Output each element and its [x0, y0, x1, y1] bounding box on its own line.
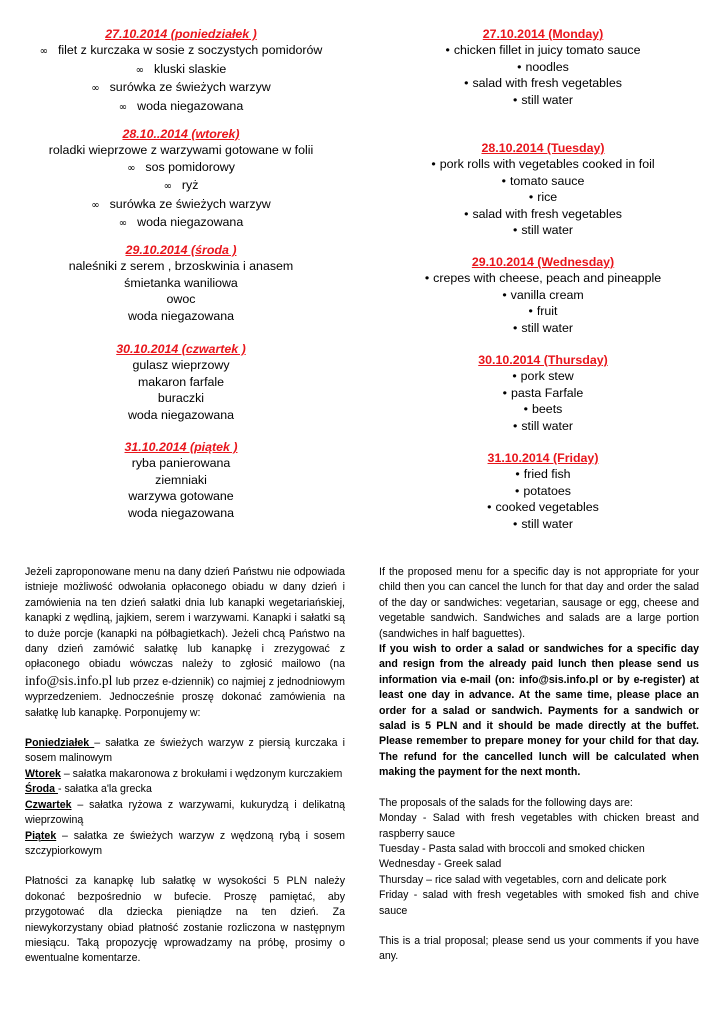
- pl-info-text: [25, 565, 345, 967]
- bullet-icon: •: [487, 500, 492, 515]
- pl-day-monday: [0, 26, 362, 116]
- bullet-icon: •: [515, 483, 520, 498]
- menu-item: naleśniki z serem , brzoskwinia i anasem: [68, 259, 294, 274]
- day-heading: 29.10.2014 (środa ): [125, 243, 237, 257]
- bullet-icon: •: [501, 173, 506, 188]
- menu-item: • crepes with cheese, peach and pineapple: [424, 271, 662, 286]
- menu-item: ∞ ryż: [0, 177, 362, 195]
- infinity-bullet-icon: ∞: [91, 199, 100, 211]
- menu-item: • beets: [523, 402, 563, 417]
- bullet-icon: •: [431, 157, 436, 172]
- bullet-icon: •: [517, 59, 522, 74]
- bullet-icon: •: [528, 190, 534, 205]
- day-heading: 29.10.2014 (Wednesday): [471, 255, 615, 269]
- infinity-bullet-icon: ∞: [163, 181, 172, 193]
- menu-item: • still water: [513, 320, 573, 335]
- menu-item: woda niegazowana: [127, 407, 235, 422]
- menu-item: • vanilla cream: [502, 287, 584, 302]
- pl-day-wednesday: [0, 242, 362, 324]
- menu-item: ∞ sos pomidorowy: [0, 159, 362, 177]
- email-address: info@sis.info.pl: [25, 672, 113, 688]
- salad-day-label: Poniedziałek: [25, 737, 95, 750]
- en-day-tuesday: [362, 140, 724, 238]
- menu-item: gulasz wieprzowy: [132, 358, 230, 373]
- salad-description: – sałatka ryżowa z warzywami, kukurydzą i delikatną wieprzowiną: [25, 798, 345, 827]
- pl-day-tuesday: [0, 126, 362, 232]
- menu-item: • chicken fillet in juicy tomato sauce: [445, 43, 641, 58]
- menu-item: • potatoes: [515, 483, 571, 498]
- menu-item: • noodles: [517, 59, 569, 74]
- day-heading: 30.10.2014 (czwartek ): [116, 342, 246, 356]
- bullet-icon: •: [502, 287, 507, 302]
- menu-item: • cooked vegetables: [487, 500, 599, 515]
- menu-item: • pork stew: [512, 369, 574, 384]
- menu-item: • salad with fresh vegetables: [464, 76, 622, 91]
- menu-item: ∞ surówka ze świeżych warzyw: [0, 79, 362, 97]
- menu-item: • still water: [513, 516, 573, 531]
- bullet-icon: •: [502, 385, 507, 400]
- menu-item: • tomato sauce: [501, 173, 585, 188]
- bullet-icon: •: [513, 320, 518, 335]
- en-day-friday: [362, 450, 724, 532]
- en-order-paragraph: If you wish to order a salad or sandwiches for a specific day and resign from the already paid lunch then please send us information via e-mail (on: info@sis.info.pl or by e-register) at least one day in advance. At the same time, please place an order for a salad or sandwich. Payments for a sandwich or salad is 5 PLN and it should be made directly at the buffet. Please remember to prepare money for your child for that day. The refund for the cancelled lunch will be calculated when making the payment for the next month.: [379, 643, 699, 779]
- en-proposal-item: Wednesday - Greek salad: [379, 858, 502, 871]
- pl-day-friday: [0, 439, 362, 521]
- menu-item: • pasta Farfale: [502, 385, 584, 400]
- en-info-text: [379, 565, 699, 965]
- menu-item: • rice: [528, 190, 558, 205]
- menu-item: • pork rolls with vegetables cooked in foil: [431, 157, 655, 172]
- day-heading: 28.10.2014 (Tuesday): [481, 141, 605, 155]
- salad-day-label: Piątek: [25, 829, 57, 842]
- infinity-bullet-icon: ∞: [91, 83, 100, 95]
- menu-item: owoc: [166, 292, 196, 307]
- infinity-bullet-icon: ∞: [118, 218, 128, 230]
- menu-item: • still water: [513, 223, 573, 238]
- en-day-monday: [362, 26, 724, 108]
- menu-item: makaron farfale: [137, 374, 225, 389]
- bullet-icon: •: [464, 206, 469, 221]
- bullet-icon: •: [513, 418, 518, 433]
- day-heading: 28.10..2014 (wtorek): [122, 127, 240, 141]
- salad-description: - sałatka a'la grecka: [57, 783, 152, 796]
- menu-item: woda niegazowana: [127, 505, 235, 520]
- en-day-thursday: [362, 352, 724, 434]
- bullet-icon: •: [445, 43, 450, 58]
- en-proposal-item: Monday - Salad with fresh vegetables with chicken breast and raspberry sauce: [379, 812, 699, 840]
- pl-intro-paragraph: Jeżeli zaproponowane menu na dany dzień Państwu nie odpowiada istnieje możliwość odwołania opłaconego obiadu w dany dzień i zamówienia na ten dzień sałatki dnia lub kanapki wegetariańskiej, kanapki z wędliną, jajkiem, serem i warzywami. Kanapki i sałatki są to duże porcje (kanapki na półbagietkach). Jeżeli chcą Państwo na dany dzień zamówić sałatkę lub kanapkę i zrezygować z opłaconego obiadu wówczas należy to zgłosić mailowo (na info@sis.info.pl lub przez e-dziennik) co najmiej z jednodniowym wyprzedzeniem. Jednocześnie proszę dokonać zamówienia na sałatkę lub kanapkę. Porponujemy w:: [25, 566, 345, 719]
- bullet-icon: •: [513, 223, 518, 238]
- menu-item: ∞ woda niegazowana: [0, 98, 362, 116]
- menu-item: woda niegazowana: [127, 308, 235, 323]
- en-proposal-item: Thursday – rice salad with vegetables, corn and delicate pork: [379, 873, 667, 886]
- bullet-icon: •: [523, 402, 529, 417]
- menu-item: ziemniaki: [155, 472, 207, 487]
- bullet-icon: •: [464, 76, 469, 91]
- en-day-wednesday: [362, 254, 724, 336]
- menu-item: • still water: [513, 92, 573, 107]
- day-heading: 27.10.2014 (poniedziałek ): [105, 27, 257, 41]
- infinity-bullet-icon: ∞: [118, 101, 128, 113]
- pl-day-thursday: [0, 341, 362, 423]
- en-proposal-item: Tuesday - Pasta salad with broccoli and smoked chicken: [379, 842, 645, 855]
- menu-item: • fruit: [528, 304, 558, 319]
- salad-day-label: Wtorek: [25, 767, 61, 780]
- menu-item: warzywa gotowane: [128, 489, 234, 504]
- menu-item: • salad with fresh vegetables: [464, 206, 622, 221]
- pl-salad-list: [25, 736, 345, 859]
- day-heading: 31.10.2014 (piątek ): [124, 440, 238, 454]
- en-proposal-item: Friday - salad with fresh vegetables with smoked fish and chive sauce: [379, 889, 699, 917]
- menu-item: ∞ kluski slaskie: [0, 61, 362, 79]
- salad-description: – sałatka ze świeżych warzyw z piersią kurczaka i sosem malinowym: [25, 737, 345, 765]
- menu-item: ∞ surówka ze świeżych warzyw: [0, 196, 362, 214]
- menu-item: buraczki: [157, 391, 205, 406]
- menu-item: ∞ woda niegazowana: [0, 214, 362, 232]
- menu-item: ryba panierowana: [131, 456, 231, 471]
- en-intro-paragraph: If the proposed menu for a specific day is not appropriate for your child then you can cancel the lunch for that day and order the salad of the day or sandwiches: vegetarian, sausage or egg, cheese and vegetable sandwich. Sandwiches and salads are a large portion (sandwiches in half baguettes).: [379, 566, 699, 640]
- bullet-icon: •: [513, 92, 518, 107]
- bullet-icon: •: [515, 467, 520, 482]
- menu-item: ∞ filet z kurczaka w sosie z soczystych pomidorów: [0, 42, 362, 60]
- salad-day-label: Czwartek: [25, 798, 72, 811]
- pl-payment-paragraph: Płatności za kanapkę lub sałatkę w wysokości 5 PLN należy dokonać bezpośrednio w bufecie. Proszę pamiętać, aby przygotować dla dziecka pieniądze na ten dzień. Za niewykorzystany obiad płatność zostanie rozliczona w następnym miesiącu. Taką propozycję wprowadzamy na próbę, prosimy o ewentualne komentarze.: [25, 875, 345, 965]
- salad-day-label: Środa: [25, 783, 58, 796]
- bullet-icon: •: [528, 304, 533, 319]
- infinity-bullet-icon: ∞: [39, 46, 48, 58]
- menu-item: • still water: [513, 418, 573, 433]
- infinity-bullet-icon: ∞: [135, 64, 145, 76]
- menu-item: śmietanka waniliowa: [124, 275, 238, 290]
- day-heading: 31.10.2014 (Friday): [487, 451, 599, 465]
- infinity-bullet-icon: ∞: [127, 162, 136, 174]
- day-heading: 30.10.2014 (Thursday): [478, 353, 608, 367]
- salad-description: – sałatka makaronowa z brokułami i wędzonym kurczakiem: [60, 767, 343, 780]
- day-heading: 27.10.2014 (Monday): [482, 27, 604, 41]
- en-trial-paragraph: This is a trial proposal; please send us your comments if you have any.: [379, 934, 699, 963]
- bullet-icon: •: [513, 516, 518, 531]
- en-proposals-heading: The proposals of the salads for the following days are:: [379, 796, 633, 809]
- bullet-icon: •: [512, 369, 517, 384]
- bullet-icon: •: [424, 271, 430, 286]
- menu-item: roladki wieprzowe z warzywami gotowane w folii: [48, 143, 314, 158]
- salad-description: – sałatka ze świeżych warzyw z wędzoną rybą i sosem szczypiorkowym: [25, 829, 345, 857]
- menu-item: • fried fish: [515, 467, 571, 482]
